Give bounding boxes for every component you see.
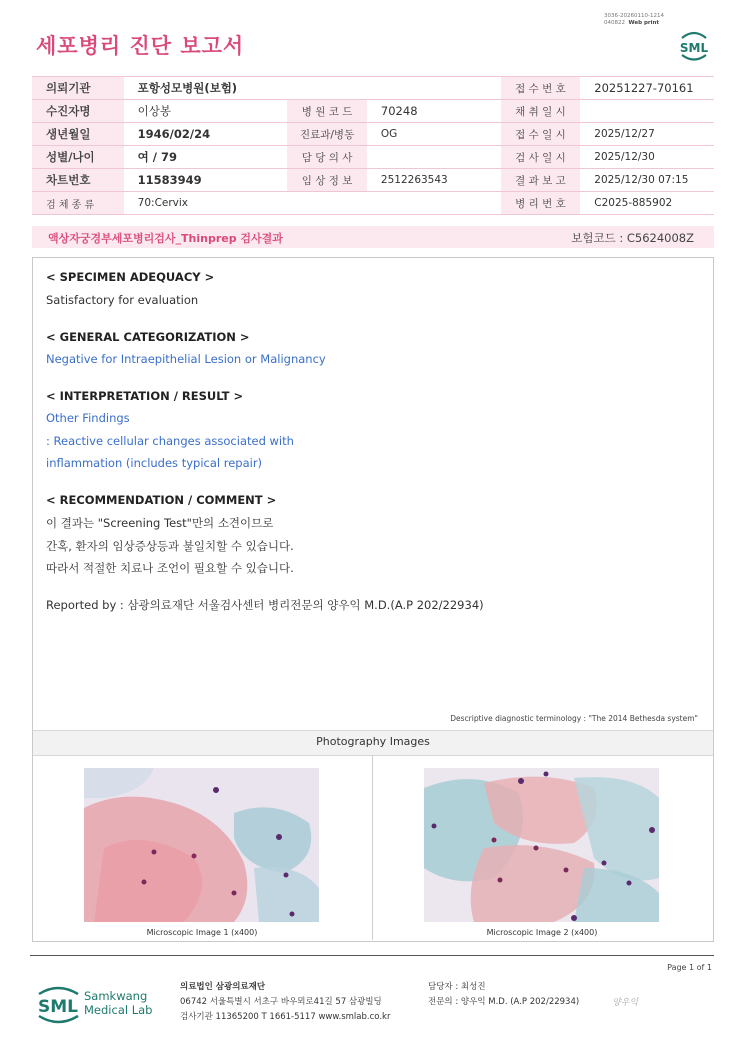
insurance-code: 보험코드 : C5624008Z [571, 231, 694, 245]
path-no-value: C2025-885902 [580, 192, 714, 215]
hospital-code-label: 병 원 코 드 [287, 100, 367, 123]
receipt-no-label: 접 수 번 호 [501, 77, 581, 100]
requester-value: 포항성모병원(보험) [124, 77, 501, 100]
receipt-date-value: 2025/12/27 [580, 123, 714, 146]
specimen-label: 검 체 종 류 [32, 192, 124, 215]
test-date-label: 검 사 일 시 [501, 146, 581, 169]
report-value: 2025/12/30 07:15 [580, 169, 714, 192]
interp-line1: Other Findings [46, 411, 130, 425]
chart-value: 11583949 [124, 169, 288, 192]
microscopic-image-1 [84, 768, 319, 922]
footer-rule [30, 955, 714, 956]
sex-age-label: 성별/나이 [32, 146, 124, 169]
sml-logo-text: SML [679, 41, 709, 55]
patient-value: 이상봉 [124, 100, 288, 123]
print-label: Web print [628, 20, 660, 26]
patient-info-table [32, 76, 714, 215]
requester-label: 의뢰기관 [32, 77, 124, 100]
report-title: 세포병리 진단 보고서 [36, 34, 245, 58]
caption-2: Microscopic Image 2 (x400) [486, 928, 598, 937]
collect-date-label: 채 취 일 시 [501, 100, 581, 123]
footer-logo-line2: Medical Lab [84, 1003, 153, 1017]
interp-line3: inflammation (includes typical repair) [46, 456, 263, 470]
footer-logo-main: SML [38, 997, 78, 1017]
org-name: 의료법인 삼광의료재단 [180, 982, 266, 992]
test-date-value: 2025/12/30 [580, 146, 714, 169]
org-contact: 검사기관 11365200 T 1661-5117 www.smlab.co.kr [180, 1012, 391, 1022]
collect-date-value [580, 100, 714, 123]
receipt-no-value: 20251227-70161 [580, 77, 714, 100]
org-info [180, 980, 390, 1025]
clinical-label: 임 상 정 보 [287, 169, 367, 192]
signature: 양우익 [612, 998, 639, 1008]
recommendation-heading: < RECOMMENDATION / COMMENT > [46, 493, 277, 507]
specimen-value: 70:Cervix [124, 192, 501, 215]
category-text: Negative for Intraepithelial Lesion or Malignancy [46, 352, 326, 366]
rec-line3: 따라서 적절한 치료나 조언이 필요할 수 있습니다. [46, 561, 294, 575]
report-label: 결 과 보 고 [501, 169, 581, 192]
microscopic-image-2 [424, 768, 659, 922]
doctor-value [367, 146, 501, 169]
adequacy-heading: < SPECIMEN ADEQUACY > [46, 270, 215, 284]
caption-1: Microscopic Image 1 (x400) [146, 928, 258, 937]
dept-value: OG [367, 123, 501, 146]
birth-value: 1946/02/24 [124, 123, 288, 146]
manager: 담당자 : 최성진 [428, 982, 486, 992]
patient-label: 수진자명 [32, 100, 124, 123]
staff-info [428, 980, 579, 1010]
interp-line2: : Reactive cellular changes associated with [46, 434, 294, 448]
birth-label: 생년월일 [32, 123, 124, 146]
path-no-label: 병 리 번 호 [501, 192, 581, 215]
page-number: Page 1 of 1 [667, 963, 712, 972]
clinical-value: 2512263543 [367, 169, 501, 192]
rec-line1: 이 결과는 "Screening Test"만의 소견이므로 [46, 516, 274, 530]
print-code-line1: 3036-20260110-1214 [604, 13, 664, 19]
chart-label: 차트번호 [32, 169, 124, 192]
rec-line2: 간혹, 환자의 임상증상등과 불일치할 수 있습니다. [46, 539, 294, 553]
receipt-date-label: 접 수 일 시 [501, 123, 581, 146]
samkwang-logo-icon [36, 982, 166, 1026]
footer-logo-line1: Samkwang [84, 989, 148, 1003]
doctor-label: 담 당 의 사 [287, 146, 367, 169]
print-code [604, 13, 664, 27]
test-name: 액상자궁경부세포병리검사_Thinprep 검사결과 [48, 232, 283, 245]
sml-logo-icon [676, 28, 712, 62]
hospital-code-value: 70248 [367, 100, 501, 123]
photo-title: Photography Images [316, 735, 430, 748]
category-heading: < GENERAL CATEGORIZATION > [46, 330, 250, 344]
sex-age-value: 여 / 79 [124, 146, 288, 169]
org-address: 06742 서울특별시 서초구 바우뫼로41길 57 삼광빌딩 [180, 997, 382, 1007]
print-code-line2: 040822 [604, 20, 625, 26]
adequacy-text: Satisfactory for evaluation [46, 293, 199, 307]
interpretation-heading: < INTERPRETATION / RESULT > [46, 389, 244, 403]
terminology-note: Descriptive diagnostic terminology : "The 2014 Bethesda system" [450, 714, 698, 723]
specialist: 전문의 : 양우익 M.D. (A.P 202/22934) [428, 997, 580, 1007]
dept-label: 진료과/병동 [287, 123, 367, 146]
photo-divider [372, 755, 373, 940]
reported-by: Reported by : 삼광의료재단 서울검사센터 병리전문의 양우익 M.D.(A.P 202/22934) [46, 598, 484, 612]
